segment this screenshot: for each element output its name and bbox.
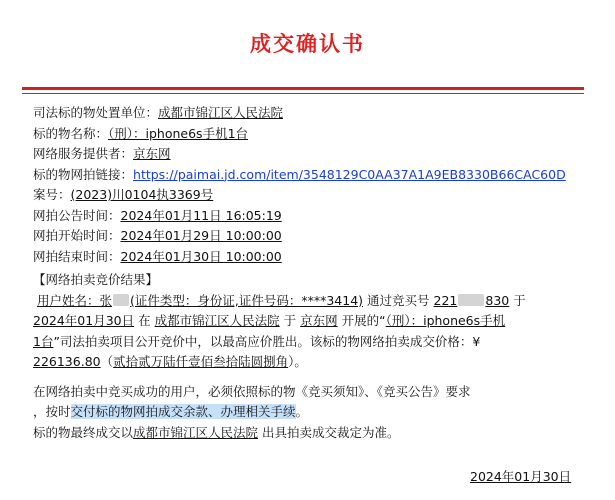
confirmation-body (33, 103, 573, 443)
final-price: 226136.80 (33, 354, 101, 369)
end-label: 网拍结束时间： (33, 248, 121, 264)
auction-date: 2024年01月30日 (33, 313, 135, 328)
winner-name: 用户姓名：张 (证件类型：身份证,证件号码：****3414) (36, 292, 364, 308)
result-text-g: （ (100, 354, 114, 369)
highlighted-requirement: 交付标的物网拍成交余款、办理相关手续 (70, 404, 296, 419)
result-court: 成都市锦江区人民法院 (154, 313, 280, 328)
provider-label: 网络服务提供者： (33, 146, 134, 161)
link-label: 标的物网拍链接： (33, 166, 134, 182)
item-value: （刑）：iphone6s手机1台 (108, 125, 249, 141)
end-value: 2024年01月30日 10:00:00 (120, 248, 282, 264)
court-label: 司法标的物处置单位： (33, 105, 159, 120)
result-text-a: 通过竞买号 (367, 292, 430, 308)
redaction-mark (113, 294, 129, 306)
title-divider-thin (22, 93, 584, 94)
result-item: （刑）：iphone6s手机 (385, 313, 506, 328)
auction-link[interactable]: https://paimai.jd.com/item/3548129C0AA37A1A9EB8330B66CAC60D (133, 166, 566, 182)
notice-line-2: ，按时交付标的物网拍成交余款、办理相关手续。 (33, 404, 309, 419)
title-divider-thick (22, 87, 584, 90)
result-text-b: 于 (513, 292, 526, 308)
notice-line-1: 在网络拍卖中竞买成功的用户，必须依照标的物《竞买须知》、《竞买公告》要求 (33, 383, 471, 399)
court-value: 成都市锦江区人民法院 (158, 105, 284, 120)
link-row (33, 165, 573, 186)
result-text-f: ”司法拍卖项目公开竞价中，以最高应价胜出。该标的物网络拍卖成交价格：¥ (53, 333, 481, 349)
end-row (33, 247, 573, 268)
result-line-3 (33, 332, 573, 353)
result-heading: 【网络拍卖竞价结果】 (33, 272, 159, 287)
document-title: 成交确认书 (250, 32, 365, 56)
start-row (33, 226, 573, 247)
announce-value: 2024年01月11日 16:05:19 (120, 207, 282, 223)
bid-number: 221 830 (433, 292, 510, 308)
provider-value: 京东网 (133, 146, 171, 161)
case-row (33, 185, 573, 206)
result-line-2 (33, 311, 573, 332)
sign-date: 2024年01月30日 (470, 469, 572, 484)
start-value: 2024年01月29日 10:00:00 (120, 228, 282, 243)
redaction-mark (458, 294, 484, 306)
result-text-e: 开展的“ (341, 313, 386, 328)
result-line-1 (33, 291, 573, 312)
provider-row (33, 144, 573, 165)
notice-court: 成都市锦江区人民法院 (133, 424, 259, 440)
item-label: 标的物名称： (33, 125, 109, 141)
announce-label: 网拍公告时间： (33, 207, 121, 223)
result-text-d: 于 (283, 313, 297, 328)
item-row (33, 124, 573, 145)
case-value: (2023)川0104执3369号 (70, 187, 214, 202)
notice-line-3: 标的物最终成交以成都市锦江区人民法院 出具拍卖成交裁定为准。 (33, 424, 400, 440)
result-site: 京东网 (300, 313, 338, 328)
price-in-words: 贰拾贰万陆仟壹佰叁拾陆圆捌角 (113, 354, 289, 369)
announce-row (33, 206, 573, 227)
case-label: 案号： (33, 187, 71, 202)
court-row (33, 103, 573, 124)
start-label: 网拍开始时间： (33, 228, 121, 243)
result-line-4 (33, 352, 573, 373)
result-text-h: ）。 (288, 354, 307, 369)
result-item-cont: 1台 (33, 333, 54, 349)
result-text-c: 在 (138, 313, 151, 328)
